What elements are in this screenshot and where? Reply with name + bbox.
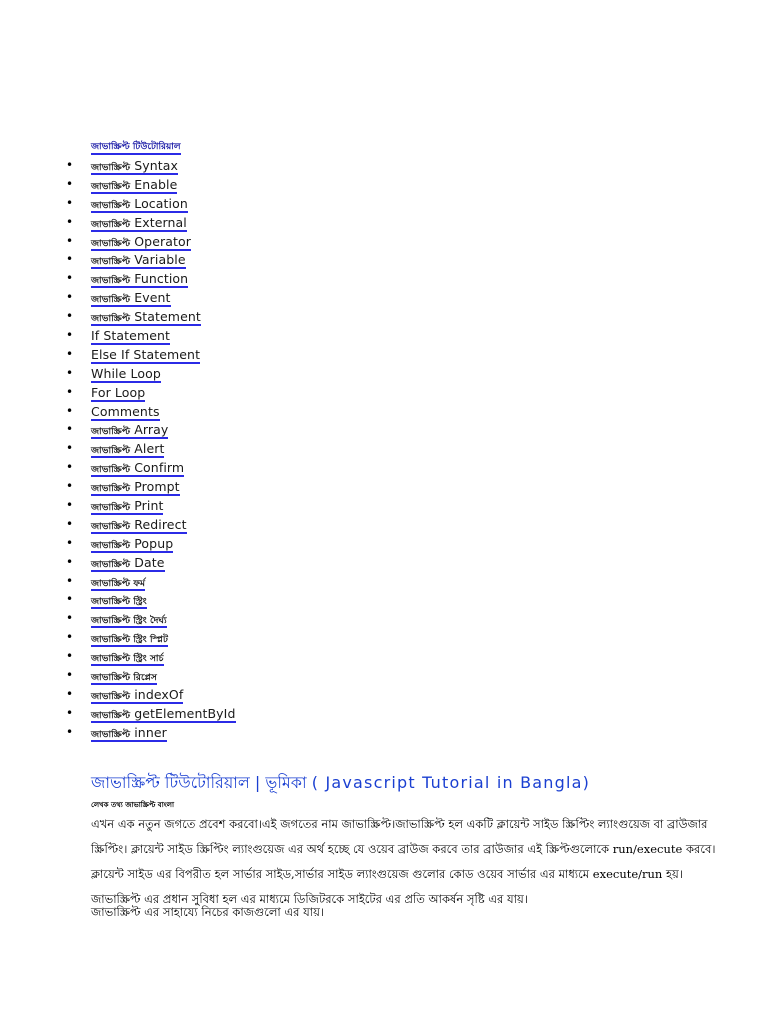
list-item — [0, 553, 768, 572]
list-item — [0, 477, 768, 496]
toc-link[interactable] — [91, 347, 200, 364]
list-item — [0, 647, 768, 666]
bullet-icon: • — [66, 309, 74, 324]
toc-link-label: While Loop — [91, 365, 161, 381]
bullet-icon: • — [66, 479, 74, 494]
toc-link-prefix: জাভাস্ক্রিপ্ট — [91, 484, 131, 495]
toc-link[interactable] — [91, 479, 180, 496]
toc-link-prefix: জাভাস্ক্রিপ্ট — [91, 729, 131, 740]
toc-link[interactable] — [91, 290, 171, 307]
article-title-bn: জাভাস্ক্রিপ্ট টিউটোরিয়াল | ভূমিকা — [91, 773, 307, 792]
list-item — [0, 364, 768, 383]
list-item — [0, 723, 768, 742]
toc-link-label: Prompt — [134, 479, 180, 495]
list-item — [0, 704, 768, 723]
bullet-icon: • — [66, 668, 74, 683]
table-of-contents — [0, 156, 768, 742]
toc-link[interactable] — [91, 422, 168, 439]
toc-link-label: Enable — [134, 176, 178, 192]
bullet-icon: • — [66, 158, 74, 172]
toc-link[interactable] — [91, 252, 186, 269]
toc-link-label: Operator — [134, 233, 191, 249]
toc-link-prefix: জাভাস্ক্রিপ্ট স্ট্রিং দৈর্ঘ্য — [91, 616, 167, 627]
bullet-icon: • — [66, 498, 74, 513]
toc-link-label: Location — [134, 195, 188, 211]
toc-link-label: inner — [134, 724, 167, 740]
toc-link-label: indexOf — [134, 686, 184, 702]
toc-link-prefix: জাভাস্ক্রিপ্ট — [91, 691, 131, 702]
toc-link[interactable] — [91, 215, 187, 232]
bullet-icon: • — [66, 384, 74, 399]
followup-paragraph: জাভাস্ক্রিপ্ট এর সাহায্যে নিচের কাজগুলো এর যায়। — [91, 905, 325, 919]
bullet-icon: • — [66, 195, 74, 210]
toc-link-label: getElementById — [134, 705, 236, 721]
article-title-en: ( Javascript Tutorial in Bangla) — [311, 773, 591, 792]
list-item — [0, 628, 768, 647]
toc-link-label: Alert — [134, 441, 165, 457]
toc-link[interactable] — [91, 649, 164, 666]
toc-link-prefix: জাভাস্ক্রিপ্ট — [91, 446, 131, 457]
list-item — [0, 458, 768, 477]
list-item — [0, 213, 768, 232]
bullet-icon: • — [66, 176, 74, 191]
toc-link-prefix: জাভাস্ক্রিপ্ট — [91, 295, 131, 306]
toc-link-prefix: জাভাস্ক্রিপ্ট — [91, 559, 131, 570]
bullet-icon: • — [66, 271, 74, 286]
toc-link-prefix: জাভাস্ক্রিপ্ট — [91, 219, 131, 230]
toc-link[interactable] — [91, 328, 170, 345]
bullet-icon: • — [66, 403, 74, 418]
toc-link[interactable] — [91, 517, 187, 534]
toc-link-prefix: জাভাস্ক্রিপ্ট — [91, 427, 131, 438]
bullet-icon: • — [66, 705, 74, 720]
toc-link[interactable] — [91, 687, 183, 704]
toc-link-prefix: জাভাস্ক্রিপ্ট — [91, 276, 131, 287]
list-item — [0, 269, 768, 288]
toc-link-prefix: জাভাস্ক্রিপ্ট — [91, 540, 131, 551]
toc-link-prefix: জাভাস্ক্রিপ্ট স্ট্রিং — [91, 597, 147, 608]
list-item — [0, 345, 768, 364]
toc-link-label: Variable — [134, 252, 186, 268]
toc-link-prefix: জাভাস্ক্রিপ্ট — [91, 181, 131, 192]
toc-link-label: Else If Statement — [91, 346, 201, 362]
toc-link-prefix: জাভাস্ক্রিপ্ট — [91, 710, 131, 721]
list-item — [0, 685, 768, 704]
list-item — [0, 496, 768, 515]
toc-link[interactable] — [91, 309, 201, 326]
toc-link-prefix: জাভাস্ক্রিপ্ট — [91, 314, 131, 325]
toc-link-prefix: জাভাস্ক্রিপ্ট — [91, 521, 131, 532]
bullet-icon: • — [66, 649, 74, 664]
list-item — [0, 383, 768, 402]
toc-link[interactable] — [91, 366, 161, 383]
list-item — [0, 288, 768, 307]
toc-link[interactable] — [91, 536, 173, 553]
toc-link[interactable] — [91, 574, 145, 591]
list-item — [0, 439, 768, 458]
list-item — [0, 175, 768, 194]
bullet-icon: • — [66, 441, 74, 456]
bullet-icon: • — [66, 233, 74, 248]
toc-link[interactable] — [91, 668, 157, 685]
toc-link-prefix: জাভাস্ক্রিপ্ট — [91, 200, 131, 211]
list-item — [0, 402, 768, 421]
bullet-icon: • — [66, 554, 74, 569]
bullet-icon: • — [66, 592, 74, 607]
toc-link-label: External — [134, 214, 187, 230]
toc-link-prefix: জাভাস্ক্রিপ্ট — [91, 465, 131, 476]
list-item — [0, 232, 768, 251]
bullet-icon: • — [66, 290, 74, 305]
toc-link[interactable] — [91, 234, 191, 251]
bullet-icon: • — [66, 611, 74, 626]
list-item — [0, 534, 768, 553]
list-item — [0, 326, 768, 345]
list-item — [0, 194, 768, 213]
toc-link[interactable] — [91, 630, 168, 647]
toc-link-label: For Loop — [91, 384, 146, 400]
toc-link-prefix: জাভাস্ক্রিপ্ট — [91, 503, 131, 514]
toc-link-label: Confirm — [134, 460, 185, 476]
bullet-icon: • — [66, 346, 74, 361]
list-item — [0, 666, 768, 685]
toc-link-prefix: জাভাস্ক্রিপ্ট ফর্ম — [91, 578, 146, 589]
intro-paragraph: এখন এক নতুন জগতে প্রবেশ করবো।এই জগতের নাম জাভাস্ক্রিপ্ট।জাভাস্ক্রিপ্ট হল একটি ক্লায়েন্ট সাইড স্ক্রিপ্টিং ল্যাংগুয়েজ বা ব্রাউজার স্ক্রিপ্টিং। ক্লায়েন্ট সাইড স্ক্রিপ্টিং ল্যাংগুয়েজ এর অর্থ হচ্ছে যে ওয়েব ব্রাউজ করবে তার ব্রাউজার এই স্ক্রিপ্টগুলোকে run/execute করবে।ক্লায়েন্ট সাইড এর বিপরীত হল সার্ভার সাইড,সার্ভার সাইড ল্যাংগুয়েজ গুলোর কোড ওয়েব সার্ভার এর মাধ্যমে execute/run হয়।জাভাস্ক্রিপ্ট এর প্রধান সুবিধা হল এর মাধ্যমে ডিজিটরকে সাইটের এর প্রতি আকর্ষন সৃষ্টি এর যায়। — [91, 817, 716, 906]
bullet-icon: • — [66, 252, 74, 267]
toc-link[interactable] — [91, 555, 165, 572]
toc-link[interactable] — [91, 441, 164, 458]
bullet-icon: • — [66, 630, 74, 645]
bullet-icon: • — [66, 686, 74, 701]
toc-link-label: Date — [134, 554, 165, 570]
list-item — [0, 515, 768, 534]
article-title — [91, 770, 590, 797]
toc-link[interactable] — [91, 706, 236, 723]
toc-link[interactable] — [91, 725, 167, 742]
toc-link[interactable] — [91, 158, 178, 175]
toc-link-prefix: জাভাস্ক্রিপ্ট স্ট্রিং সার্চ — [91, 654, 164, 665]
article-byline: লেখক তথ্য জাভাস্ক্রিপ্ট বাংলা — [91, 801, 174, 809]
bullet-icon: • — [66, 328, 74, 343]
bullet-icon: • — [66, 573, 74, 588]
tutorial-header-link[interactable]: জাভাস্ক্রিপ্ট টিউটোরিয়াল — [91, 141, 181, 155]
list-item — [0, 250, 768, 269]
toc-link[interactable] — [91, 611, 167, 628]
list-item — [0, 609, 768, 628]
toc-link-label: Comments — [91, 403, 160, 419]
toc-link[interactable] — [91, 592, 147, 609]
bullet-icon: • — [66, 516, 74, 531]
toc-link-label: Statement — [134, 309, 201, 325]
list-item — [0, 572, 768, 591]
bullet-icon: • — [66, 724, 74, 739]
list-item — [0, 156, 768, 175]
bullet-icon: • — [66, 535, 74, 550]
bullet-icon: • — [66, 460, 74, 475]
toc-link-prefix: জাভাস্ক্রিপ্ট রিপ্লেস — [91, 673, 157, 684]
toc-link-label: Array — [134, 422, 169, 438]
toc-link-label: Print — [134, 498, 164, 514]
toc-link-label: Redirect — [134, 516, 187, 532]
bullet-icon: • — [66, 365, 74, 380]
toc-link-prefix: জাভাস্ক্রিপ্ট — [91, 163, 131, 173]
toc-link[interactable] — [91, 404, 160, 421]
toc-link[interactable] — [91, 196, 188, 213]
bullet-icon: • — [66, 422, 74, 437]
toc-link-prefix: জাভাস্ক্রিপ্ট — [91, 238, 131, 249]
toc-link[interactable] — [91, 177, 177, 194]
toc-link[interactable] — [91, 498, 163, 515]
toc-link-prefix: জাভাস্ক্রিপ্ট স্ট্রিং স্প্লিট — [91, 635, 168, 646]
list-item — [0, 307, 768, 326]
toc-link-label: Function — [134, 271, 189, 287]
bullet-icon: • — [66, 214, 74, 229]
toc-link-label: If Statement — [91, 328, 171, 344]
toc-link[interactable] — [91, 460, 184, 477]
toc-link[interactable] — [91, 271, 188, 288]
list-item — [0, 590, 768, 609]
toc-link-label: Event — [134, 290, 171, 306]
toc-link-prefix: জাভাস্ক্রিপ্ট — [91, 257, 131, 268]
toc-link[interactable] — [91, 385, 145, 402]
toc-link-label: Syntax — [134, 158, 179, 173]
list-item — [0, 420, 768, 439]
toc-link-label: Popup — [134, 535, 174, 551]
